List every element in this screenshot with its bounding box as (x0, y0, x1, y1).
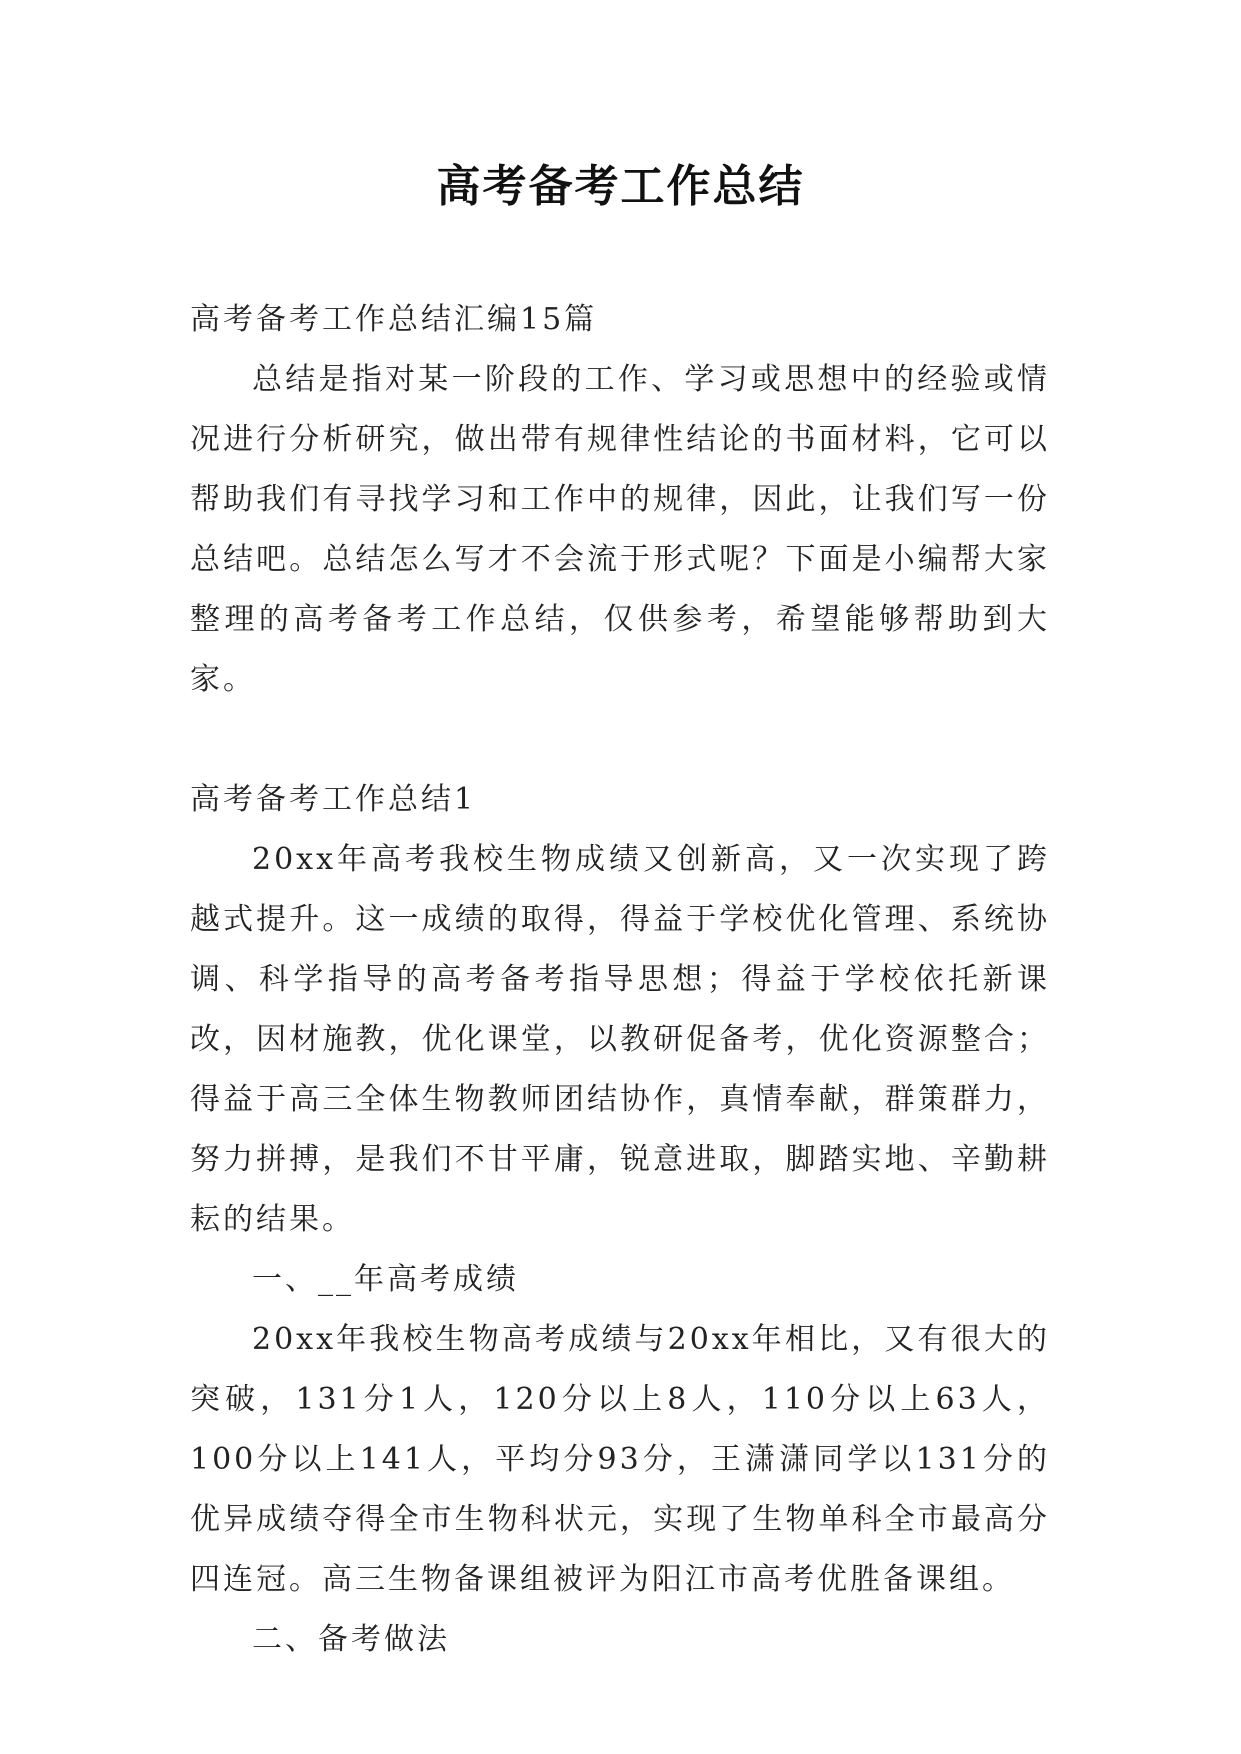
section-heading: 高考备考工作总结1 (190, 782, 477, 817)
scores-paragraph: 20xx年我校生物高考成绩与20xx年相比，又有很大的突破，131分1人，120分以上8人，110分以上63人，100分以上141人，平均分93分，王潇潇同学以131分的优异成绩夺得全市生物科状元，实现了生物单科全市最高分四连冠。高三生物备课组被评为阳江市高考优胜备课组。 (190, 1322, 1050, 1597)
section-paragraph: 20xx年高考我校生物成绩又创新高，又一次实现了跨越式提升。这一成绩的取得，得益于学校优化管理、系统协调、科学指导的高考备考指导思想；得益于学校依托新课改，因材施教，优化课堂，以教研促备考，优化资源整合；得益于高三全体生物教师团结协作，真情奉献，群策群力，努力拼搏，是我们不甘平庸，锐意进取，脚踏实地、辛勤耕耘的结果。 (190, 842, 1050, 1237)
document-body (190, 290, 1050, 1670)
intro-paragraph: 总结是指对某一阶段的工作、学习或思想中的经验或情况进行分析研究，做出带有规律性结论的书面材料，它可以帮助我们有寻找学习和工作中的规律，因此，让我们写一份总结吧。总结怎么写才不会流于形式呢？下面是小编帮大家整理的高考备考工作总结，仅供参考，希望能够帮助到大家。 (190, 362, 1050, 697)
document-title: 高考备考工作总结 (436, 161, 805, 212)
subheading-methods: 二、备考做法 (252, 1622, 450, 1657)
subheading-scores: 一、__年高考成绩 (252, 1262, 519, 1297)
document-subtitle: 高考备考工作总结汇编15篇 (190, 302, 598, 337)
